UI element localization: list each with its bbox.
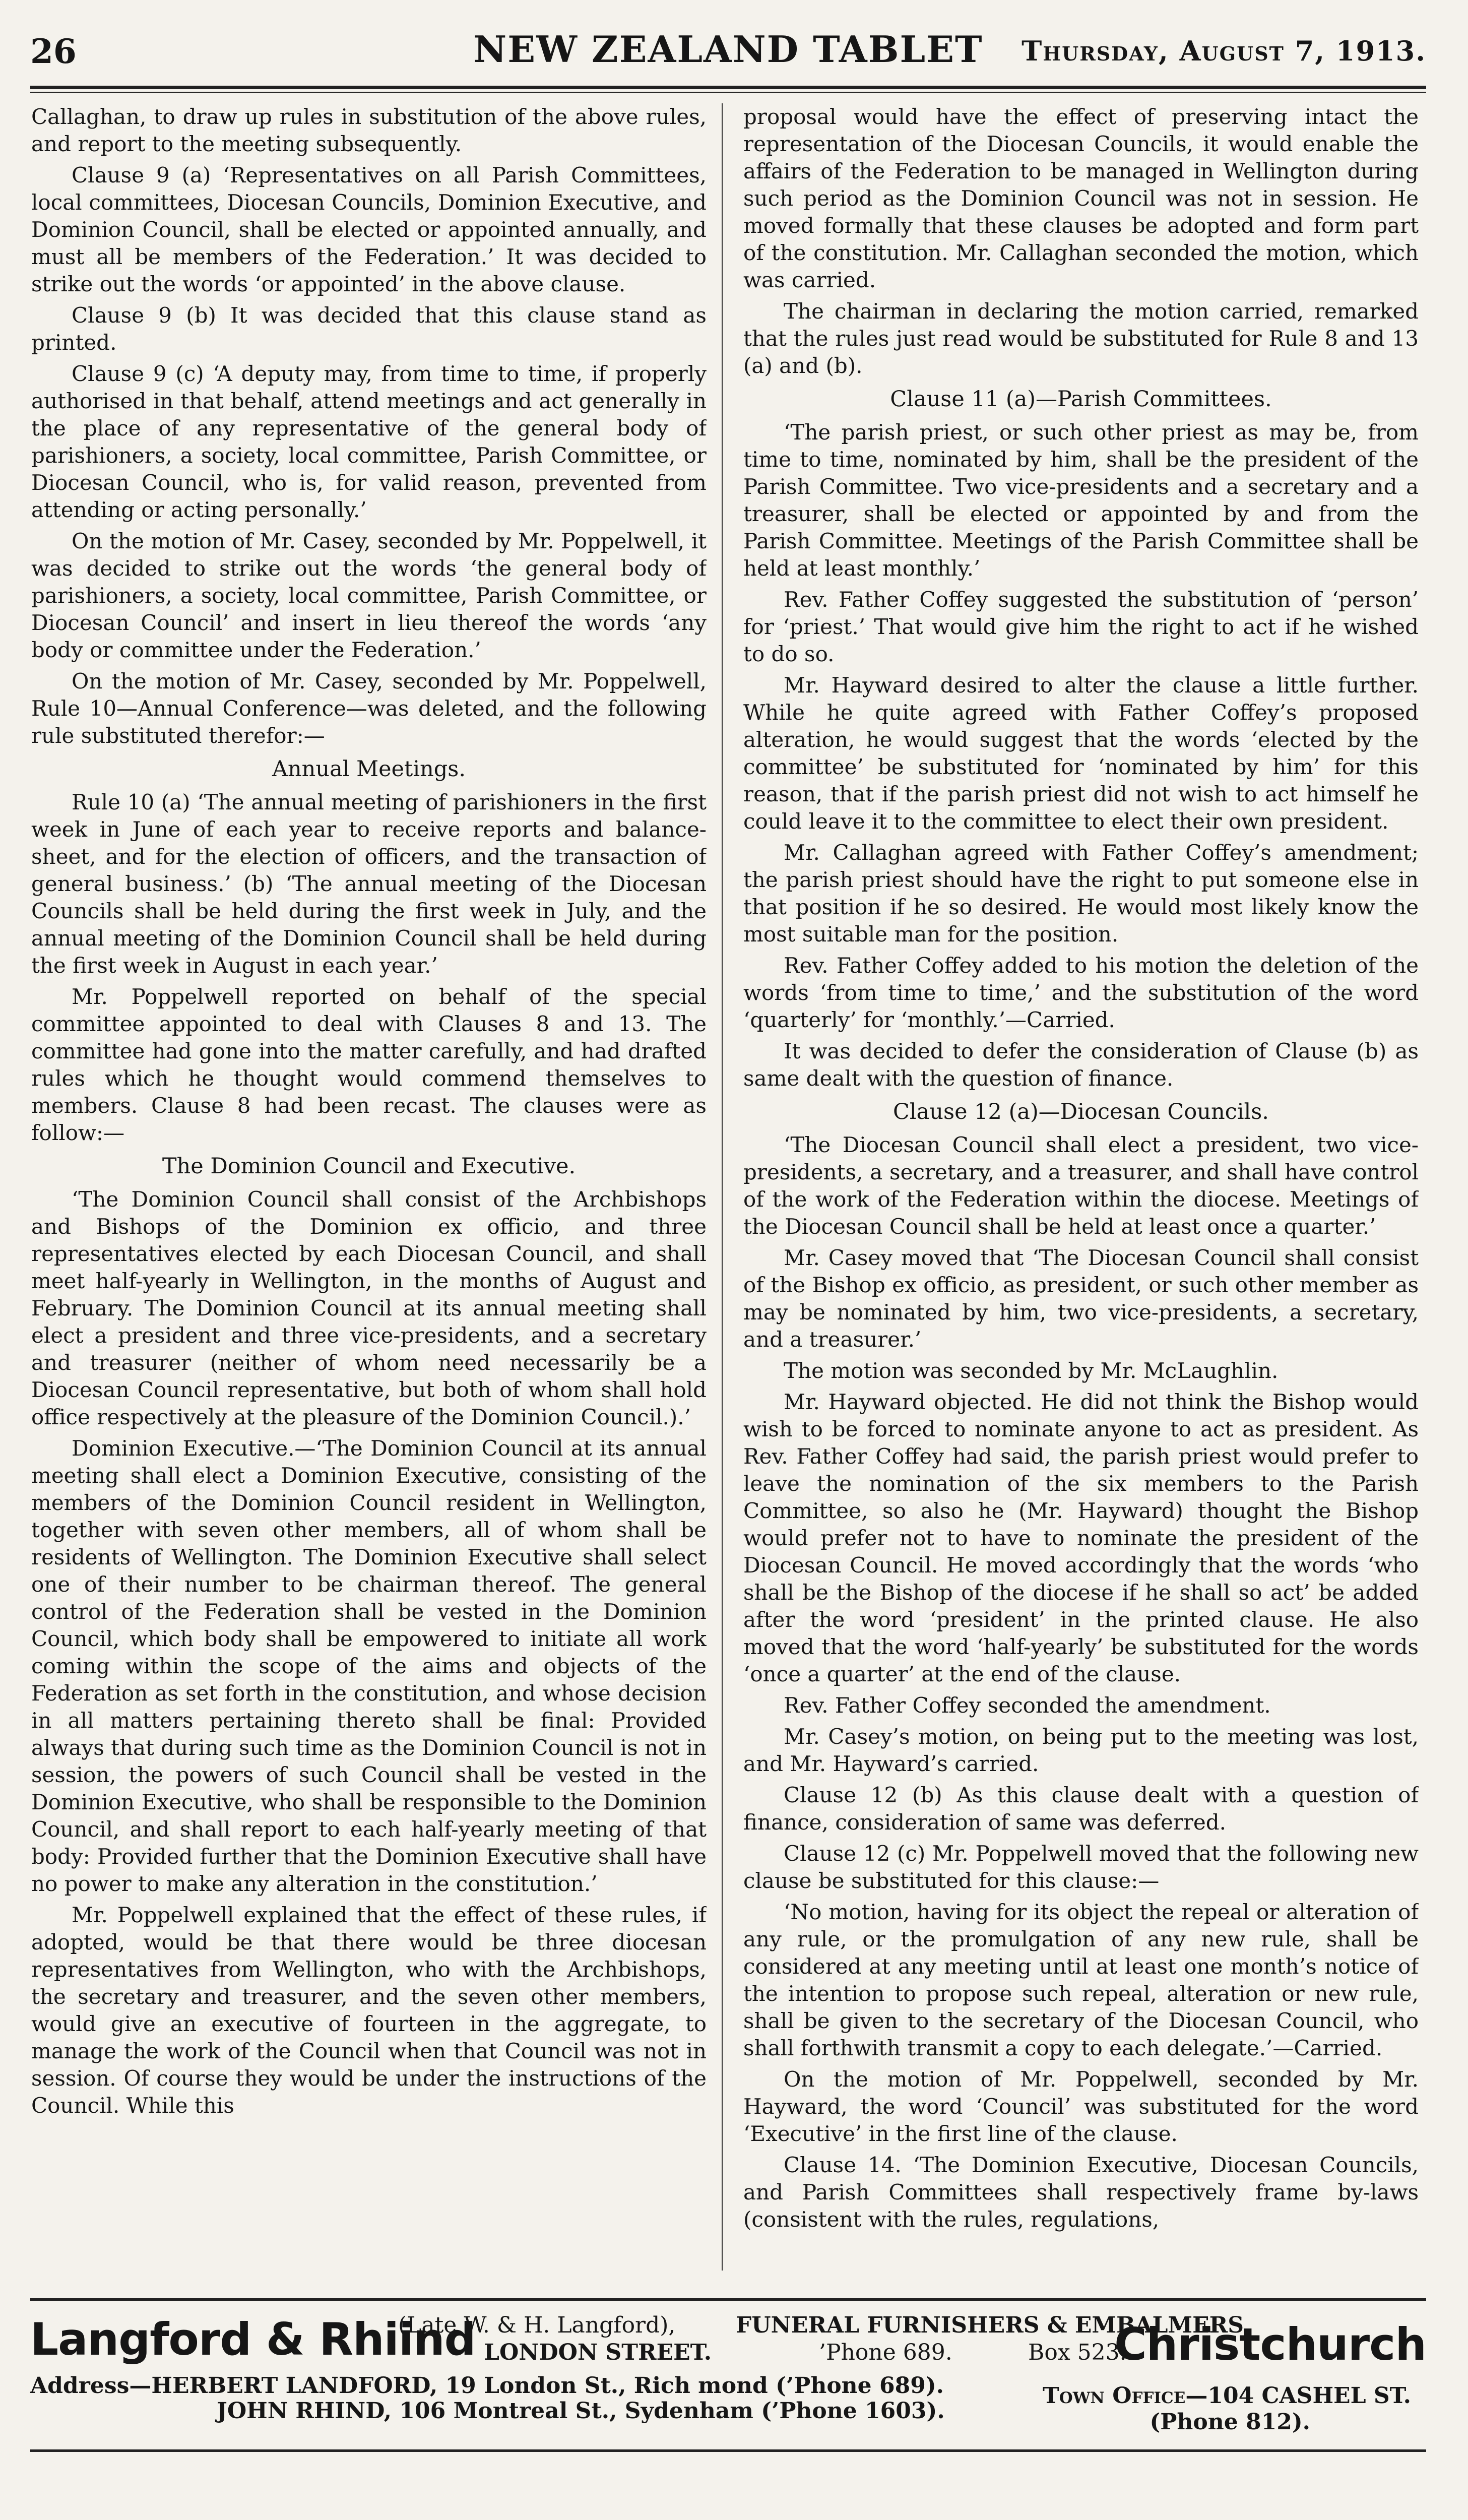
paragraph: It was decided to defer the consideration of Clause (b) as same dealt with the question of finance. — [743, 1039, 1419, 1091]
ad-box: Box 523. — [1028, 2340, 1127, 2365]
paragraph: Clause 9 (b) It was decided that this clause stand as printed. — [31, 303, 707, 355]
ad-city: Christchurch — [1114, 2318, 1426, 2370]
paragraph: ‘The Dominion Council shall consist of the Archbishops and Bishops of the Dominion ex officio, and three representatives elected by each Diocesan Council, and shall meet half-yearly in Wellington, in the months of August and February. The Dominion Council at its annual meeting shall elect a president and three vice-presidents, and a secretary and treasurer (neither of whom need necessarily be a Diocesan Council representative, but both of whom shall hold office respectively at the pleasure of the Dominion Council.).’ — [31, 1187, 707, 1429]
paragraph: Mr. Hayward objected. He did not think the Bishop would wish to be forced to nominate anyone to act as president. As Rev. Father Coffey had said, the parish priest would prefer to leave the nomination of the six members to the Parish Committee, so also he (Mr. Hayward) thought the Bishop would prefer not to have to nominate the president of the Diocesan Council. He moved accordingly that the words ‘who shall be the Bishop of the diocese if he shall so act’ be added after the word ‘president’ in the printed clause. He also moved that the word ‘half-yearly’ be substituted for the words ‘once a quarter’ at the end of the clause. — [743, 1390, 1419, 1686]
issue-date: Thursday, August 7, 1913. — [1022, 35, 1426, 67]
paragraph: Mr. Poppelwell reported on behalf of the special committee appointed to deal with Clauses 8 and 13. The committee had gone into the matter carefully, and had drafted rules which he thought would commend themselves to members. Clause 8 had been recast. The clauses were as follow:— — [31, 984, 707, 1145]
ad-services: FUNERAL FURNISHERS & EMBALMERS — [736, 2312, 1244, 2338]
paragraph: Rev. Father Coffey suggested the substitution of ‘person’ for ‘priest.’ That would give him the right to act if he wished to do so. — [743, 587, 1419, 666]
ad-brand: Langford & Rhiind — [30, 2313, 476, 2365]
section-heading: Clause 12 (a)—Diocesan Councils. — [893, 1099, 1269, 1124]
paragraph: Mr. Casey’s motion, on being put to the meeting was lost, and Mr. Hayward’s carried. — [743, 1724, 1419, 1776]
paragraph: Clause 9 (c) ‘A deputy may, from time to time, if properly authorised in that behalf, attend meetings and act generally in the place of any representative of the general body of parishioners, a society, local committee, Parish Committee, or Diocesan Council, who is, for valid reason, prevented from attending or acting personally.’ — [31, 361, 707, 522]
section-heading: Clause 11 (a)—Parish Committees. — [890, 387, 1272, 412]
masthead-rule-thin — [30, 92, 1426, 93]
paragraph: Rev. Father Coffey seconded the amendment. — [784, 1693, 1271, 1718]
paragraph: ‘The parish priest, or such other priest as may be, from time to time, nominated by him, shall be the president of the Parish Committee. Two vice-presidents and a secretary and a treasurer, shall be elected or appointed by and from the Parish Committee. Meetings of the Parish Committee shall be held at least monthly.’ — [743, 420, 1419, 581]
publication-title: NEW ZEALAND TABLET — [473, 28, 983, 71]
paragraph: On the motion of Mr. Casey, seconded by Mr. Poppelwell, it was decided to strike out the words ‘the general body of parishioners, a society, local committee, Parish Committee, or Diocesan Council’ and insert in lieu thereof the words ‘any body or committee under the Federation.’ — [31, 529, 707, 662]
page-number: 26 — [30, 32, 77, 71]
ad-rule-bottom — [30, 2449, 1426, 2452]
paragraph: Clause 14. ‘The Dominion Executive, Diocesan Councils, and Parish Committees shall respectively frame by-laws (consistent with the rules, regulations, — [743, 2153, 1419, 2232]
ad-address-2: JOHN RHIND, 106 Montreal St., Sydenham (’Phone 1603). — [217, 2398, 945, 2424]
paragraph: Callaghan, to draw up rules in substitution of the above rules, and report to the meeting subsequently. — [31, 104, 707, 156]
masthead — [30, 28, 1426, 83]
paragraph: Dominion Executive.—‘The Dominion Council at its annual meeting shall elect a Dominion Executive, consisting of the members of the Dominion Council resident in Wellington, together with seven other members, all of whom shall be residents of Wellington. The Dominion Executive shall select one of their number to be chairman thereof. The general control of the Federation shall be vested in the Dominion Council, which body shall be empowered to initiate all work coming within the scope of the aims and objects of the Federation as set forth in the constitution, and whose decision in all matters pertaining thereto shall be final: Provided always that during such time as the Dominion Council is not in session, the powers of such Council shall be vested in the Dominion Executive, who shall be responsible to the Dominion Council, and shall report to each half-yearly meeting of that body: Provided further that the Dominion Executive shall have no power to make any alteration in the constitution.’ — [31, 1436, 707, 1896]
column-divider — [722, 103, 723, 2271]
ad-late-note: (Late W. & H. Langford), — [398, 2312, 676, 2338]
paragraph: ‘The Diocesan Council shall elect a president, two vice-presidents, a secretary, and a treasurer, and shall have control of the work of the Federation within the diocese. Meetings of the Diocesan Council shall be held at least once a quarter.’ — [743, 1132, 1419, 1239]
paragraph: Mr. Callaghan agreed with Father Coffey’s amendment; the parish priest should have the right to put someone else in that position if he so desired. He would most likely know the most suitable man for the position. — [743, 840, 1419, 947]
paragraph: Clause 12 (b) As this clause dealt with a question of finance, consideration of same was deferred. — [743, 1783, 1419, 1835]
left-column — [31, 103, 707, 2273]
ad-address-1: Address—HERBERT LANDFORD, 19 London St., Rich mond (’Phone 689). — [30, 2373, 944, 2399]
paragraph: ‘No motion, having for its object the repeal or alteration of any rule, or the promulgation of any new rule, shall be considered at any meeting until at least one month’s notice of the intention to propose such repeal, alteration or new rule, shall be given to the secretary of the Diocesan Council, who shall forthwith transmit a copy to each delegate.’—Carried. — [743, 1900, 1419, 2060]
paragraph: The chairman in declaring the motion carried, remarked that the rules just read would be substituted for Rule 8 and 13 (a) and (b). — [743, 299, 1419, 378]
ad-phone: ’Phone 689. — [819, 2340, 952, 2365]
section-heading: Annual Meetings. — [272, 757, 466, 782]
ad-town-office-phone: (Phone 812). — [1150, 2409, 1310, 2435]
paragraph: The motion was seconded by Mr. McLaughlin. — [784, 1358, 1279, 1383]
masthead-rule — [30, 86, 1426, 89]
paragraph: Clause 9 (a) ‘Representatives on all Parish Committees, local committees, Diocesan Councils, Dominion Executive, and Dominion Council, shall be elected or appointed annually, and must all be members of the Federation.’ It was decided to strike out the words ‘or appointed’ in the above clause. — [31, 163, 707, 296]
ad-rule-top — [30, 2298, 1426, 2301]
paragraph: Mr. Hayward desired to alter the clause a little further. While he quite agreed with Father Coffey’s proposed alteration, he would suggest that the words ‘elected by the committee’ be substituted for ‘nominated by him’ for this reason, that if the parish priest did not wish to act himself he could leave it to the committee to elect their own president. — [743, 673, 1419, 834]
ad-street: LONDON STREET. — [484, 2340, 712, 2365]
paragraph: On the motion of Mr. Casey, seconded by Mr. Poppelwell, Rule 10—Annual Conference—was deleted, and the following rule substituted therefor:— — [31, 669, 707, 748]
paragraph: Rule 10 (a) ‘The annual meeting of parishioners in the first week in June of each year to receive reports and balance-sheet, and for the election of officers, and the transaction of general business.’ (b) ‘The annual meeting of the Diocesan Councils shall be held during the first week in July, and the annual meeting of the Dominion Council shall be held during the first week in August in each year.’ — [31, 790, 707, 978]
paragraph: Mr. Poppelwell explained that the effect of these rules, if adopted, would be that there would be three diocesan representatives from Wellington, who with the Archbishops, the secretary and treasurer, and the seven other members, would give an executive of fourteen in the aggregate, to manage the work of the Council when that Council was not in session. Of course they would be under the instructions of the Council. While this — [31, 1903, 707, 2118]
right-column — [743, 103, 1419, 2273]
advertisement — [30, 2308, 1426, 2520]
ad-town-office: Town Office—104 CASHEL ST. — [1043, 2383, 1411, 2409]
paragraph: proposal would have the effect of preserving intact the representation of the Diocesan Councils, it would enable the affairs of the Federation to be managed in Wellington during such period as the Dominion Council was not in session. He moved formally that these clauses be adopted and form part of the constitution. Mr. Callaghan seconded the motion, which was carried. — [743, 104, 1419, 292]
paragraph: Clause 12 (c) Mr. Poppelwell moved that the following new clause be substituted for this clause:— — [743, 1841, 1419, 1893]
section-heading: The Dominion Council and Executive. — [162, 1154, 576, 1179]
paragraph: Rev. Father Coffey added to his motion the deletion of the words ‘from time to time,’ and the substitution of the word ‘quarterly’ for ‘monthly.’—Carried. — [743, 953, 1419, 1032]
paragraph: Mr. Casey moved that ‘The Diocesan Council shall consist of the Bishop ex officio, as president, or such other member as may be nominated by him, two vice-presidents, a secretary, and a treasurer.’ — [743, 1245, 1419, 1352]
paragraph: On the motion of Mr. Poppelwell, seconded by Mr. Hayward, the word ‘Council’ was substituted for the word ‘Executive’ in the first line of the clause. — [743, 2067, 1419, 2146]
